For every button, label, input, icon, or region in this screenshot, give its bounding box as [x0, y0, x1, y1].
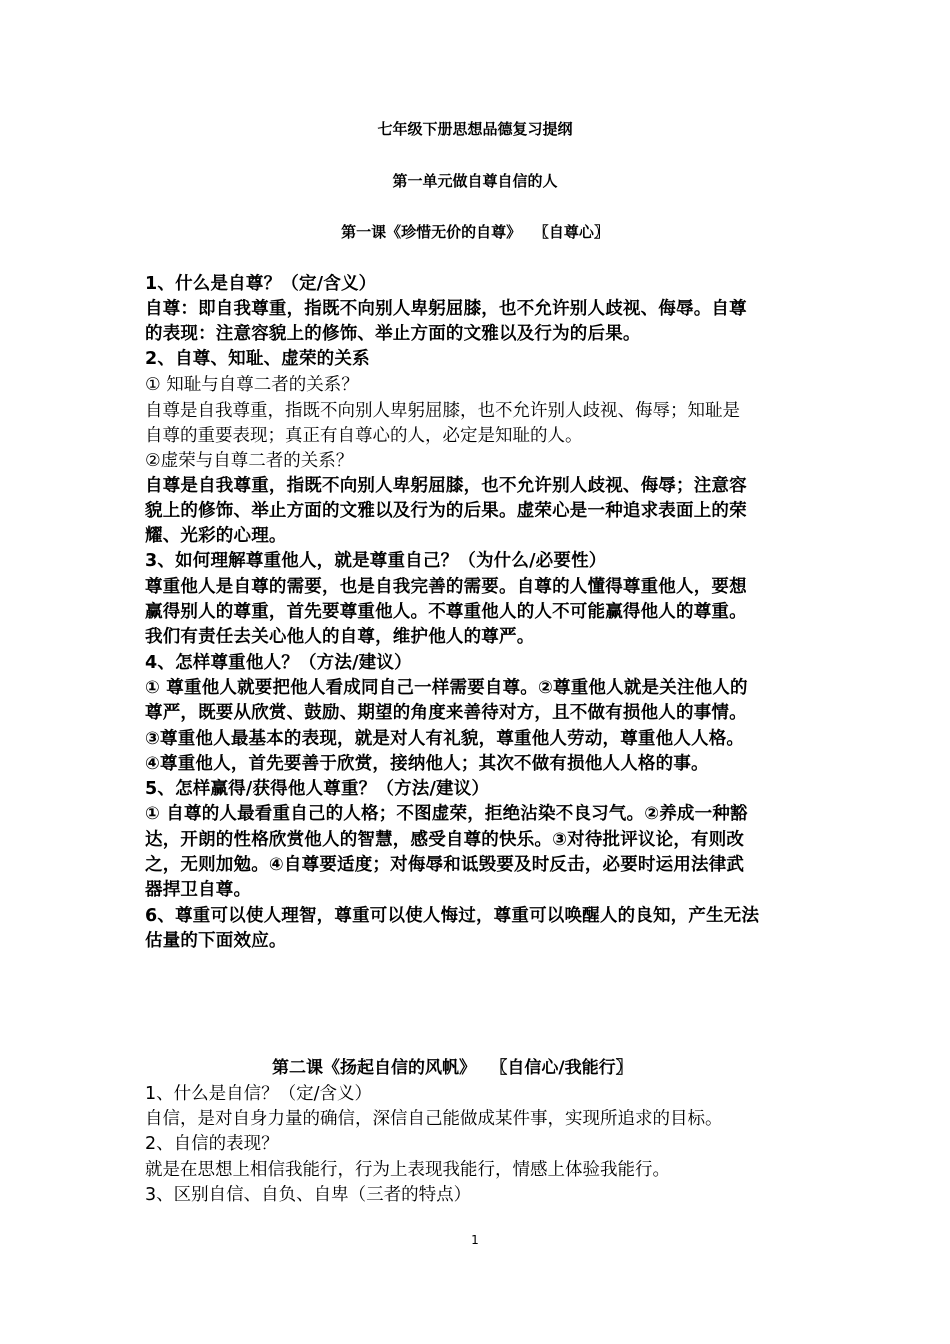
l2-q1-heading: 1、什么是自信？（定/含义）	[145, 1084, 373, 1104]
q3-heading: 3、如何理解尊重他人，就是尊重自己？（为什么/必要性）	[145, 551, 607, 571]
body-line: 我们有责任去关心他人的自尊，维护他人的尊严。	[145, 627, 535, 647]
body-line: ① 知耻与自尊二者的关系？	[145, 375, 359, 395]
body-line: 自尊是自我尊重，指既不向别人卑躬屈膝，也不允许别人歧视、侮辱；知耻是	[145, 401, 740, 421]
body-line: 就是在思想上相信我能行，行为上表现我能行，情感上体验我能行。	[145, 1160, 670, 1180]
l2-q3-heading: 3、区别自信、自负、自卑（三者的特点）	[145, 1185, 472, 1205]
body-line: 自尊：即自我尊重，指既不向别人卑躬屈膝，也不允许别人歧视、侮辱。自尊	[145, 299, 747, 319]
body-line: 尊严，既要从欣赏、鼓励、期望的角度来善待对方，且不做有损他人的事情。	[145, 703, 747, 723]
body-line: ②虚荣与自尊二者的关系？	[145, 451, 354, 471]
q2-heading: 2、自尊、知耻、虚荣的关系	[145, 349, 370, 369]
body-line: 自信，是对自身力量的确信，深信自己能做成某件事，实现所追求的目标。	[145, 1109, 723, 1129]
body-line: 自尊是自我尊重，指既不向别人卑躬屈膝，也不允许别人歧视、侮辱；注意容	[145, 476, 747, 496]
body-line: 耀、光彩的心理。	[145, 526, 287, 546]
l2-q2-heading: 2、自信的表现？	[145, 1134, 279, 1154]
q1-heading: 1、什么是自尊？（定/含义）	[145, 274, 377, 294]
body-line: 达，开朗的性格欣赏他人的智慧，感受自尊的快乐。③对待批评议论，有则改	[145, 830, 745, 850]
page-number: 1	[471, 1233, 479, 1247]
q6-heading: 6、尊重可以使人理智，尊重可以使人悔过，尊重可以唤醒人的良知，产生无法	[145, 906, 760, 926]
body-line: ③尊重他人最基本的表现，就是对人有礼貌，尊重他人劳动，尊重他人人格。	[145, 729, 745, 749]
body-line: 估量的下面效应。	[145, 931, 287, 951]
body-line: ① 尊重他人就要把他人看成同自己一样需要自尊。②尊重他人就是关注他人的	[145, 678, 748, 698]
body-line: 器捍卫自尊。	[145, 880, 252, 900]
body-line: 自尊的重要表现；真正有自尊心的人，必定是知耻的人。	[145, 426, 583, 446]
lesson2-title: 第二课《扬起自信的风帆》 〖自信心/我能行〗	[272, 1058, 633, 1078]
body-line: ① 自尊的人最看重自己的人格；不图虚荣，拒绝沾染不良习气。②养成一种豁	[145, 804, 748, 824]
body-line: 尊重他人是自尊的需要，也是自我完善的需要。自尊的人懂得尊重他人，要想	[145, 577, 747, 597]
body-line: 的表现：注意容貌上的修饰、举止方面的文雅以及行为的后果。	[145, 324, 641, 344]
q5-heading: 5、怎样赢得/获得他人尊重？（方法/建议）	[145, 779, 490, 799]
body-line: 之，无则加勉。④自尊要适度；对侮辱和诋毁要及时反击，必要时运用法律武	[145, 855, 745, 875]
doc-title: 七年级下册思想品德复习提纲	[377, 120, 573, 138]
body-line: ④尊重他人，首先要善于欣赏，接纳他人；其次不做有损他人人格的事。	[145, 754, 709, 774]
lesson1-title: 第一课《珍惜无价的自尊》 〖自尊心〗	[341, 223, 609, 241]
body-line: 貌上的修饰、举止方面的文雅以及行为的后果。虚荣心是一种追求表面上的荣	[145, 501, 747, 521]
unit-title: 第一单元做自尊自信的人	[392, 172, 558, 190]
q4-heading: 4、怎样尊重他人？（方法/建议）	[145, 653, 412, 673]
body-line: 赢得别人的尊重，首先要尊重他人。不尊重他人的人不可能赢得他人的尊重。	[145, 602, 747, 622]
